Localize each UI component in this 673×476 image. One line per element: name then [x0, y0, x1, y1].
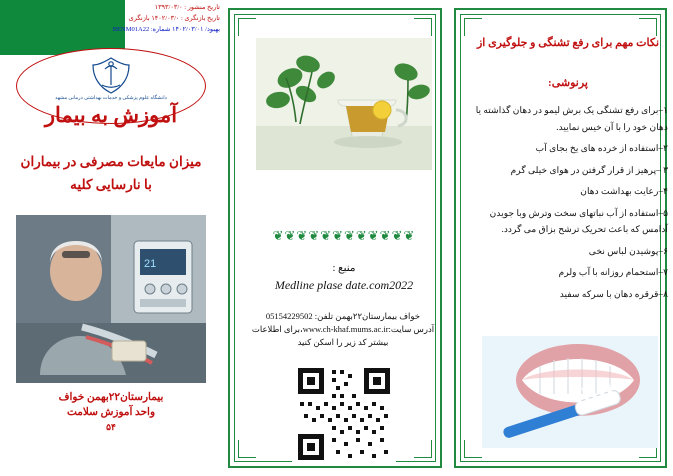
tips-list	[468, 102, 668, 307]
list-item: ۴–رعایت بهداشت دهان	[580, 186, 668, 196]
list-item: ۷–استحمام روزانه با آب ولرم	[558, 267, 668, 277]
left-panel	[0, 0, 222, 476]
green-header-band	[0, 0, 125, 55]
contact-address	[244, 310, 442, 349]
tips-title: نکات مهم برای رفع تشنگی و جلوگیری از	[476, 37, 660, 49]
document-meta-header	[112, 2, 220, 35]
meta-line-3: بهبود/ ۱۴۰۲/۰۳/۰۱ شماره: BENM01A22	[112, 26, 220, 33]
svg-text:21: 21	[144, 258, 157, 270]
footer-line-1: بیمارستان۲۲بهمن خواف	[58, 392, 164, 403]
frame-corner-bottom-left	[238, 440, 256, 458]
logo-block	[16, 48, 206, 128]
university-emblem-icon	[84, 54, 138, 98]
meta-line-1: تاریخ منشور : ۱۳۹۳/۰۳/۰	[154, 4, 220, 11]
source-value: Medline plase date.com2022	[274, 278, 414, 292]
toothbrush-teeth-photo	[482, 336, 658, 448]
frame-corner-bottom-right	[414, 440, 432, 458]
address-line-3: بیشتر کد زیر را اسکن کنید	[297, 337, 389, 347]
herbal-tea-photo	[256, 38, 432, 170]
right-panel-frame	[454, 8, 667, 468]
frame-corner-top-right	[414, 18, 432, 36]
dialysis-patient-photo	[16, 215, 206, 383]
cover-title-line-1: میزان مایعات مصرفی در بیماران	[20, 154, 202, 169]
footer-line-3: ۵۴	[106, 422, 116, 432]
cover-title-line-2: با نارسایی کلیه	[70, 177, 152, 192]
list-item: ۶–پوشیدن لباس نخی	[588, 245, 668, 256]
left-footer	[10, 390, 212, 435]
frame-corner-bottom-left	[464, 440, 482, 458]
address-line-1: خواف بیمارستان۲۲بهمن تلفن: 05154229502	[265, 311, 421, 321]
list-item: ۳ –پرهیز از قرار گرفتن در هوای خیلی گرم	[510, 164, 668, 175]
footer-line-2: واحد آموزش سلامت	[66, 407, 156, 418]
qr-code	[292, 362, 396, 466]
address-line-2: آدرس سایت:www.ch-khaf.mums.ac.ir،برای اطلاعات	[251, 324, 435, 334]
meta-line-2: تاریخ بازنگری : ۱۴۰۲/۰۳/۰ بازنگری	[128, 15, 220, 22]
logo-title: آموزش به بیمار	[44, 103, 178, 127]
list-item: ۸–قرقره دهان با سرکه سفید	[559, 288, 668, 299]
source-label: منبع :	[332, 263, 356, 274]
frame-corner-top-left	[238, 18, 256, 36]
list-item: ۵–استفاده از آب نباتهای سخت وترش وبا جویدن آدامس که باعث تحریک ترشح بزاق می گردد.	[489, 207, 668, 234]
logo-caption: دانشگاه علوم پزشکی و خدمات بهداشتی درمانی مشهد	[55, 96, 167, 101]
tips-subtitle: پرنوشی:	[548, 77, 588, 89]
right-panel	[448, 0, 673, 476]
list-item: ۱–برای رفع تشنگی یک برش لیمو در دهان گذاشته یا دهان خود را با آن خیس نمایید.	[475, 105, 668, 132]
list-item: ۲–استفاده از خرده های یخ بجای آب	[535, 143, 668, 153]
middle-panel-frame	[228, 8, 442, 468]
ornamental-divider: ❦❦❦❦❦❦❦❦❦❦❦❦	[272, 228, 416, 243]
cover-title	[10, 150, 212, 196]
middle-panel	[222, 0, 448, 476]
